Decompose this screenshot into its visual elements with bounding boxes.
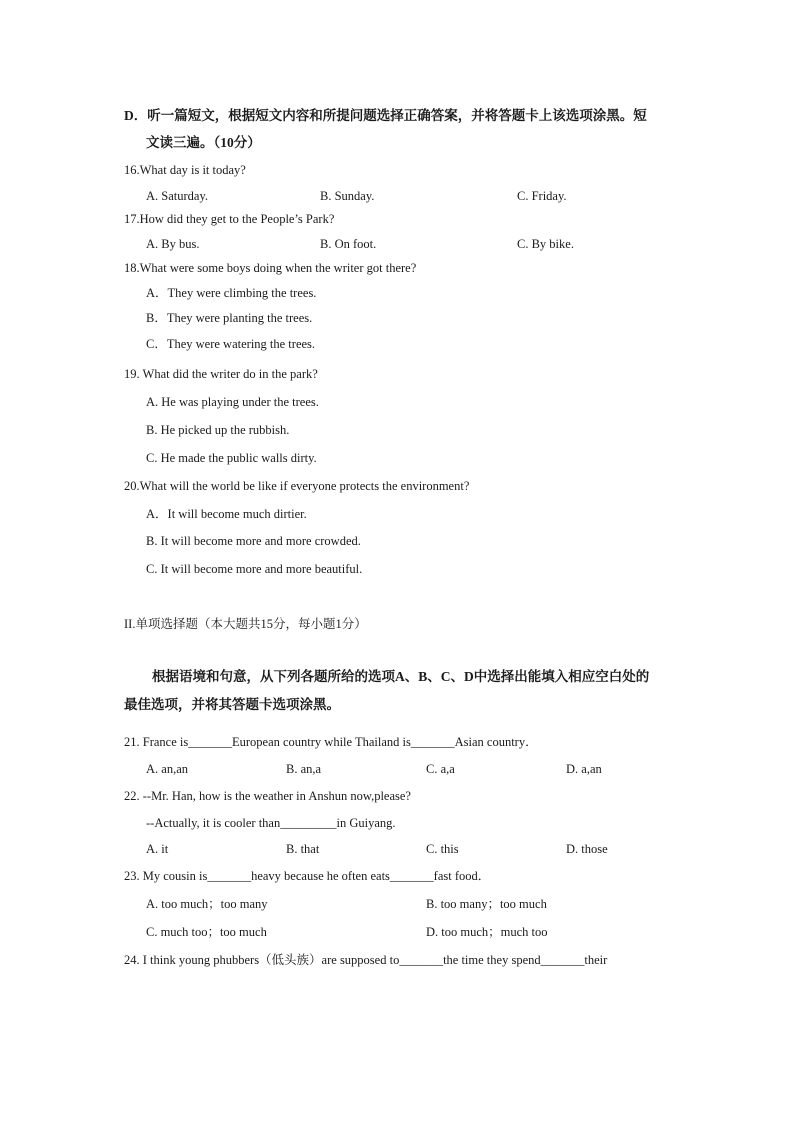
question-22-option-c[interactable]: C. this	[426, 842, 459, 856]
question-23-option-d[interactable]: D. too much；much too	[426, 925, 548, 939]
question-17-option-b[interactable]: B. On foot.	[320, 237, 377, 251]
question-18-option-b[interactable]: B．They were planting the trees.	[146, 311, 313, 325]
question-17-option-a[interactable]: A. By bus.	[146, 237, 200, 251]
question-19-option-c[interactable]: C. He made the public walls dirty.	[146, 451, 317, 465]
question-22-option-a[interactable]: A. it	[146, 842, 169, 856]
question-20-stem: 20.What will the world be like if everyone protects the environment?	[124, 479, 470, 493]
question-18-stem: 18.What were some boys doing when the writer got there?	[124, 261, 417, 275]
question-23-option-a[interactable]: A. too much；too many	[146, 897, 268, 911]
question-18-option-a[interactable]: A．They were climbing the trees.	[146, 286, 317, 300]
question-16-option-b[interactable]: B. Sunday.	[320, 189, 375, 203]
question-21-option-b[interactable]: B. an,a	[286, 762, 322, 776]
question-19-option-b[interactable]: B. He picked up the rubbish.	[146, 423, 290, 437]
question-18-option-c[interactable]: C．They were watering the trees.	[146, 337, 316, 351]
question-21-option-a[interactable]: A. an,an	[146, 762, 188, 776]
question-22-option-d[interactable]: D. those	[566, 842, 608, 856]
question-20-option-b[interactable]: B. It will become more and more crowded.	[146, 534, 361, 548]
question-17-option-c[interactable]: C. By bike.	[517, 237, 574, 251]
question-23-option-b[interactable]: B. too many；too much	[426, 897, 547, 911]
question-20-option-c[interactable]: C. It will become more and more beautiful.	[146, 562, 363, 576]
question-22-stem: 22. --Mr. Han, how is the weather in Anshun now,please?	[124, 789, 411, 803]
question-22-stem-line2: --Actually, it is cooler than_________in Guiyang.	[146, 816, 396, 830]
question-16-option-c[interactable]: C. Friday.	[517, 189, 567, 203]
section-d-instruction-line2: 文读三遍。（10分）	[146, 135, 261, 150]
question-20-option-a[interactable]: A．It will become much dirtier.	[146, 507, 307, 521]
section-ii-instruction-line1: 根据语境和句意，从下列各题所给的选项A、B、C、D中选择出能填入相应空白处的	[152, 669, 650, 684]
question-23-stem: 23. My cousin is_______heavy because he often eats_______fast food．	[124, 869, 491, 883]
question-21-option-c[interactable]: C. a,a	[426, 762, 455, 776]
question-19-option-a[interactable]: A. He was playing under the trees.	[146, 395, 319, 409]
question-19-stem: 19. What did the writer do in the park?	[124, 367, 318, 381]
section-d-instruction-line1: D．听一篇短文，根据短文内容和所提问题选择正确答案，并将答题卡上该选项涂黑。短	[124, 108, 647, 123]
question-22-option-b[interactable]: B. that	[286, 842, 320, 856]
question-21-option-d[interactable]: D. a,an	[566, 762, 602, 776]
section-ii-heading: II.单项选择题（本大题共15分，每小题1分）	[124, 617, 367, 631]
question-23-option-c[interactable]: C. much too；too much	[146, 925, 267, 939]
question-16-option-a[interactable]: A. Saturday.	[146, 189, 209, 203]
question-16-stem: 16.What day is it today?	[124, 163, 246, 177]
question-24-stem: 24. I think young phubbers（低头族）are supposed to_______the time they spend_______their	[124, 953, 608, 967]
question-21-stem: 21. France is_______European country while Thailand is_______Asian country．	[124, 735, 538, 749]
section-ii-instruction-line2: 最佳选项，并将其答题卡选项涂黑。	[124, 697, 340, 712]
question-17-stem: 17.How did they get to the People’s Park?	[124, 212, 335, 226]
